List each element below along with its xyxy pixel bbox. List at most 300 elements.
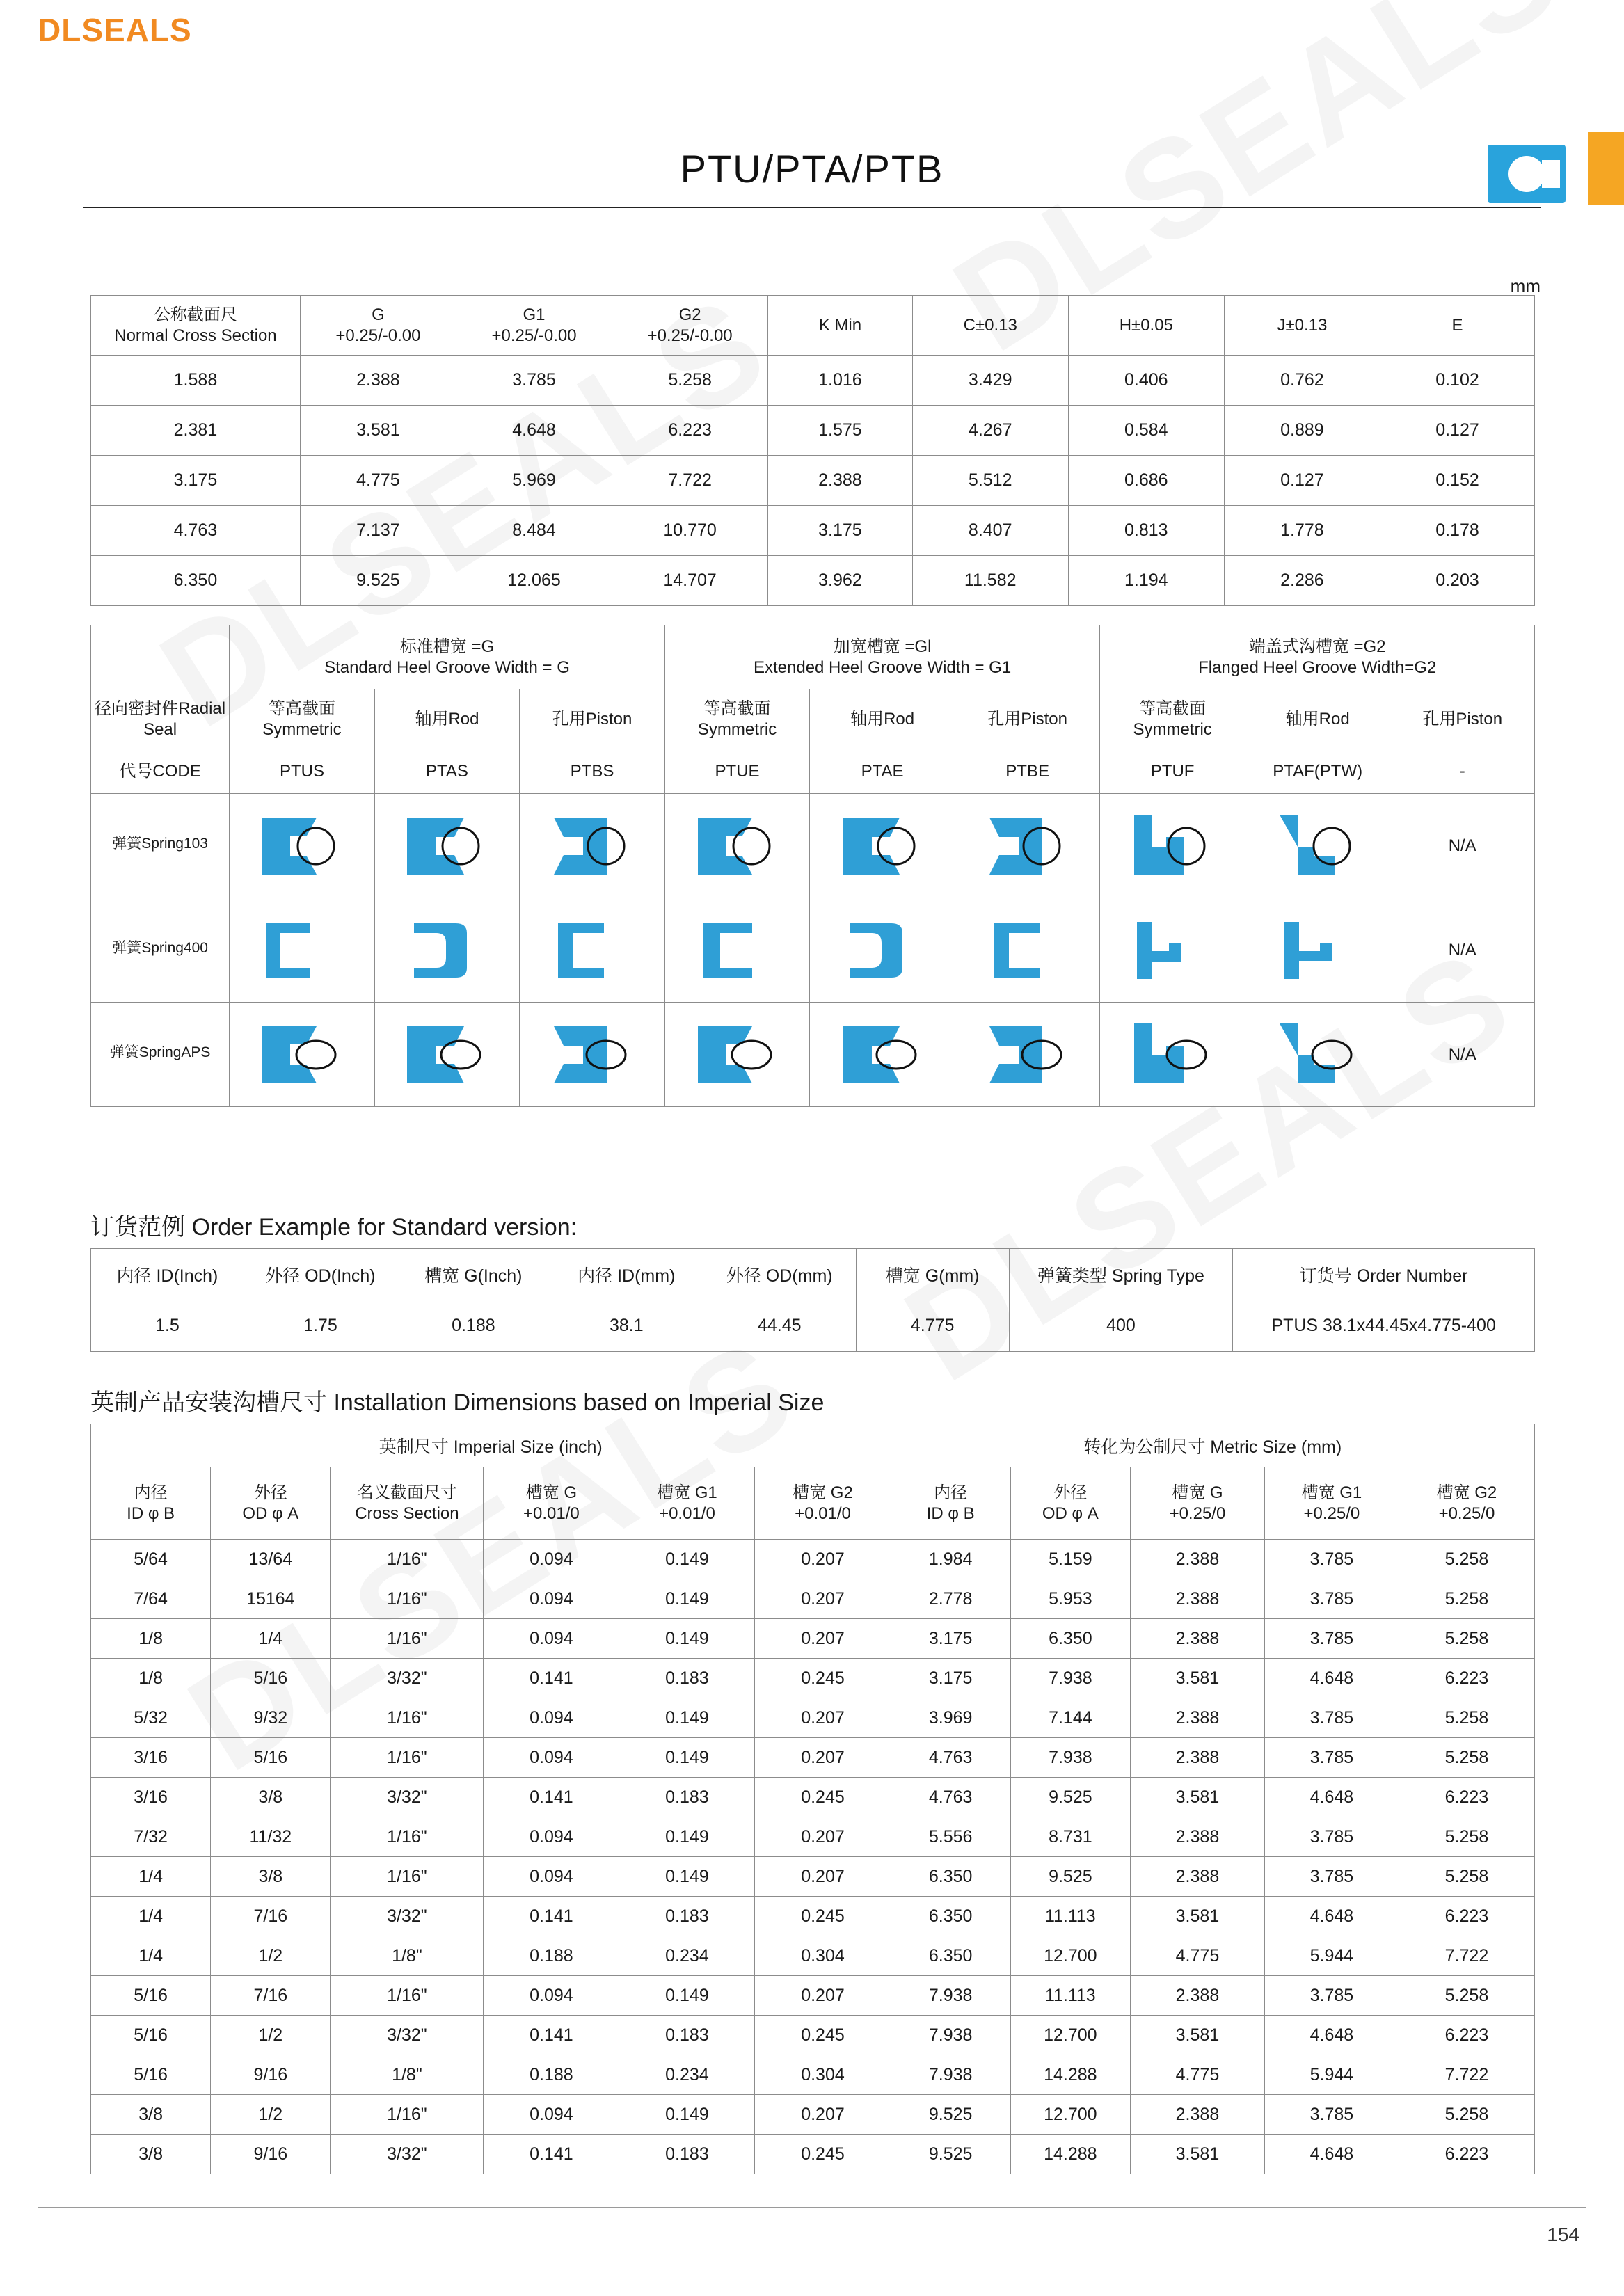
table-cell: 11.582 xyxy=(912,556,1068,606)
table-cell: 0.149 xyxy=(619,1817,755,1857)
table-cell: 3.785 xyxy=(1264,1817,1399,1857)
column-header: 轴用Rod xyxy=(374,689,520,749)
table-cell: 2.388 xyxy=(1130,1579,1264,1619)
table-cell: 3/32" xyxy=(331,2016,484,2055)
table-cell: 1/16" xyxy=(331,1976,484,2016)
table-cell: 0.178 xyxy=(1380,506,1534,556)
table-cell: 5.953 xyxy=(1010,1579,1130,1619)
product-code: PTUS xyxy=(230,749,375,794)
table-cell: 5.258 xyxy=(1399,1976,1534,2016)
column-header: 槽宽 G1 +0.25/0 xyxy=(1264,1467,1399,1540)
table-cell: 3.785 xyxy=(1264,1738,1399,1778)
product-code: PTBS xyxy=(520,749,665,794)
column-header: 订货号 Order Number xyxy=(1233,1249,1535,1300)
table-row xyxy=(91,1857,1535,1897)
imperial-table-wrapper xyxy=(90,1424,1535,2174)
column-header: 槽宽 G +0.25/0 xyxy=(1130,1467,1264,1540)
table-row xyxy=(91,794,1535,898)
table-cell: 0.207 xyxy=(755,1976,891,2016)
seal-profile-cell xyxy=(520,1003,665,1107)
table-cell: 0.188 xyxy=(484,1936,619,1976)
table-cell: 1.575 xyxy=(768,406,913,456)
column-header: 槽宽 G(mm) xyxy=(856,1249,1009,1300)
seal-profile-cell xyxy=(230,1003,375,1107)
table-cell: 5.944 xyxy=(1264,2055,1399,2095)
table-cell: 7.938 xyxy=(891,2055,1010,2095)
table-row xyxy=(91,1619,1535,1659)
table-cell: 3.785 xyxy=(1264,1540,1399,1579)
order-example-table-wrapper xyxy=(90,1248,1535,1352)
table-cell: 0.245 xyxy=(755,2016,891,2055)
table-cell: 14.707 xyxy=(612,556,768,606)
column-header: 槽宽 G +0.01/0 xyxy=(484,1467,619,1540)
table-header-row xyxy=(91,625,1535,689)
table-cell: 4.763 xyxy=(891,1738,1010,1778)
table-cell: 0.245 xyxy=(755,1897,891,1936)
table-cell: 6.223 xyxy=(612,406,768,456)
table-row xyxy=(91,1897,1535,1936)
table-row xyxy=(91,2135,1535,2174)
table-cell: 0.149 xyxy=(619,1619,755,1659)
table-cell: 44.45 xyxy=(703,1300,856,1352)
cross-section-table-wrapper xyxy=(90,295,1535,606)
seal-profile-cell xyxy=(955,1003,1100,1107)
table-cell: 3/32" xyxy=(331,1778,484,1817)
table-cell: 4.775 xyxy=(1130,1936,1264,1976)
column-header: 孔用Piston xyxy=(1390,689,1535,749)
table-cell: 2.388 xyxy=(1130,1738,1264,1778)
seal-profile-cell xyxy=(955,898,1100,1003)
table-cell: 8.407 xyxy=(912,506,1068,556)
table-cell: 5/16 xyxy=(91,1976,211,2016)
table-cell: 1/8" xyxy=(331,2055,484,2095)
imperial-table-title: 英制产品安装沟槽尺寸 Installation Dimensions based on Imperial Size xyxy=(90,1389,825,1416)
group-header: 端盖式沟槽宽 =G2 Flanged Heel Groove Width=G2 xyxy=(1100,625,1535,689)
table-cell: 0.149 xyxy=(619,1857,755,1897)
column-header: 孔用Piston xyxy=(520,689,665,749)
group-header: 加宽槽宽 =Gl Extended Heel Groove Width = G1 xyxy=(664,625,1100,689)
table-cell: 3.175 xyxy=(768,506,913,556)
table-cell: 3.581 xyxy=(1130,1897,1264,1936)
table-cell: 2.381 xyxy=(91,406,301,456)
seal-ring-shape xyxy=(1508,156,1545,192)
table-cell: 1/8" xyxy=(331,1936,484,1976)
table-row xyxy=(91,1817,1535,1857)
table-cell: 6.350 xyxy=(891,1897,1010,1936)
table-cell: 7.144 xyxy=(1010,1698,1130,1738)
product-code: PTAE xyxy=(810,749,955,794)
column-header: 槽宽 G(Inch) xyxy=(397,1249,550,1300)
table-cell: 7.938 xyxy=(891,2016,1010,2055)
title-block xyxy=(83,146,1541,208)
table-cell: 5.258 xyxy=(1399,1540,1534,1579)
table-cell: 6.350 xyxy=(891,1936,1010,1976)
table-row xyxy=(91,898,1535,1003)
footer-divider xyxy=(38,2207,1586,2208)
column-header: 外径 OD φ A xyxy=(1010,1467,1130,1540)
table-cell: 4.648 xyxy=(1264,2016,1399,2055)
table-cell: 0.141 xyxy=(484,1897,619,1936)
table-header-row xyxy=(91,1249,1535,1300)
seal-type-matrix-wrapper xyxy=(90,625,1535,1107)
seal-profile-cell xyxy=(374,794,520,898)
table-cell: 0.207 xyxy=(755,1817,891,1857)
seal-profile-cell xyxy=(955,794,1100,898)
table-cell: 0.094 xyxy=(484,1857,619,1897)
table-header-row xyxy=(91,296,1535,356)
table-header-row xyxy=(91,689,1535,749)
table-cell: 0.207 xyxy=(755,1857,891,1897)
group-header: 转化为公制尺寸 Metric Size (mm) xyxy=(891,1424,1534,1467)
title-divider xyxy=(83,207,1541,208)
table-cell: 3.785 xyxy=(1264,2095,1399,2135)
table-cell: 1/16" xyxy=(331,1738,484,1778)
table-row xyxy=(91,2095,1535,2135)
not-available-cell: N/A xyxy=(1390,898,1535,1003)
table-cell: 2.388 xyxy=(1130,2095,1264,2135)
table-cell: 1/16" xyxy=(331,2095,484,2135)
table-cell: 1/4 xyxy=(211,1619,331,1659)
column-header: 槽宽 G2 +0.01/0 xyxy=(755,1467,891,1540)
table-cell: 5.258 xyxy=(1399,1857,1534,1897)
page-number: 154 xyxy=(1547,2224,1579,2245)
table-cell: 9/16 xyxy=(211,2055,331,2095)
table-cell: 0.234 xyxy=(619,1936,755,1976)
brand-logo: DLSEALS xyxy=(38,12,192,48)
column-header: 弹簧类型 Spring Type xyxy=(1009,1249,1233,1300)
table-cell: 3.785 xyxy=(1264,1579,1399,1619)
table-cell: 5.258 xyxy=(1399,1817,1534,1857)
table-cell: 0.094 xyxy=(484,1738,619,1778)
table-cell: 0.207 xyxy=(755,1619,891,1659)
table-cell: 0.183 xyxy=(619,2016,755,2055)
table-cell: 6.350 xyxy=(91,556,301,606)
product-code: - xyxy=(1390,749,1535,794)
table-cell: 6.223 xyxy=(1399,1897,1534,1936)
spring-type-cell: 弹簧Spring103 xyxy=(91,794,230,898)
column-header: 等高截面Symmetric xyxy=(230,689,375,749)
table-cell: 12.700 xyxy=(1010,1936,1130,1976)
table-row xyxy=(91,1300,1535,1352)
table-cell: 12.700 xyxy=(1010,2016,1130,2055)
table-cell: 1/16" xyxy=(331,1619,484,1659)
table-cell: 0.207 xyxy=(755,1579,891,1619)
spring-type-cell: 弹簧SpringAPS xyxy=(91,1003,230,1107)
table-cell: 5.556 xyxy=(891,1817,1010,1857)
table-row xyxy=(91,2016,1535,2055)
table-cell: 0.149 xyxy=(619,1738,755,1778)
column-header: 等高截面Symmetric xyxy=(1100,689,1245,749)
table-cell: 0.149 xyxy=(619,1579,755,1619)
table-cell: 9.525 xyxy=(1010,1778,1130,1817)
table-cell: 0.188 xyxy=(484,2055,619,2095)
table-cell: 0.245 xyxy=(755,1778,891,1817)
table-row xyxy=(91,1778,1535,1817)
table-cell: 3.581 xyxy=(1130,2135,1264,2174)
table-cell: 2.388 xyxy=(1130,1817,1264,1857)
table-cell: 2.388 xyxy=(1130,1698,1264,1738)
table-cell: 2.778 xyxy=(891,1579,1010,1619)
column-header: 内径 ID φ B xyxy=(891,1467,1010,1540)
table-cell: 0.889 xyxy=(1224,406,1380,456)
seal-profile-cell xyxy=(1100,898,1245,1003)
table-cell: 5.258 xyxy=(1399,1738,1534,1778)
table-cell: 5/64 xyxy=(91,1540,211,1579)
table-row xyxy=(91,2055,1535,2095)
table-cell: 1/8 xyxy=(91,1619,211,1659)
column-header: 名义截面尺寸 Cross Section xyxy=(331,1467,484,1540)
product-code: PTUE xyxy=(664,749,810,794)
table-cell: 6.223 xyxy=(1399,1659,1534,1698)
table-cell: 1/2 xyxy=(211,2016,331,2055)
seal-profile-cell xyxy=(374,1003,520,1107)
column-header: G +0.25/-0.00 xyxy=(300,296,456,356)
table-cell: 4.763 xyxy=(91,506,301,556)
seal-profile-cell xyxy=(520,794,665,898)
table-cell: 9.525 xyxy=(891,2135,1010,2174)
table-row xyxy=(91,406,1535,456)
table-cell: 4.648 xyxy=(1264,1897,1399,1936)
column-header: G1 +0.25/-0.00 xyxy=(456,296,612,356)
table-cell: 3.785 xyxy=(1264,1619,1399,1659)
column-header: C±0.13 xyxy=(912,296,1068,356)
column-header: H±0.05 xyxy=(1068,296,1224,356)
table-cell: 0.183 xyxy=(619,2135,755,2174)
table-header-row xyxy=(91,1467,1535,1540)
table-cell: 0.152 xyxy=(1380,456,1534,506)
table-cell: 9/16 xyxy=(211,2135,331,2174)
table-row xyxy=(91,1579,1535,1619)
seal-profile-cell xyxy=(1245,794,1390,898)
table-cell: 10.770 xyxy=(612,506,768,556)
table-cell: 3/16 xyxy=(91,1778,211,1817)
table-cell: 4.648 xyxy=(1264,1778,1399,1817)
table-cell: 0.304 xyxy=(755,1936,891,1976)
table-cell: 4.775 xyxy=(856,1300,1009,1352)
table-row xyxy=(91,1540,1535,1579)
column-header: 槽宽 G1 +0.01/0 xyxy=(619,1467,755,1540)
table-cell: 3.175 xyxy=(91,456,301,506)
table-cell: 6.350 xyxy=(891,1857,1010,1897)
seal-profile-cell xyxy=(520,898,665,1003)
column-header: 内径 ID(mm) xyxy=(550,1249,703,1300)
table-cell: 1.5 xyxy=(91,1300,244,1352)
table-cell: 5.512 xyxy=(912,456,1068,506)
column-header: 内径 ID(Inch) xyxy=(91,1249,244,1300)
code-header: 代号CODE xyxy=(91,749,230,794)
table-cell: 0.149 xyxy=(619,1540,755,1579)
table-cell: 5.159 xyxy=(1010,1540,1130,1579)
table-cell: 7/64 xyxy=(91,1579,211,1619)
table-cell: 1/2 xyxy=(211,1936,331,1976)
table-cell: 38.1 xyxy=(550,1300,703,1352)
seal-profile-icon xyxy=(1488,145,1566,203)
table-cell: 0.141 xyxy=(484,2016,619,2055)
table-cell: 0.094 xyxy=(484,1976,619,2016)
table-row xyxy=(91,1976,1535,2016)
column-header: K Min xyxy=(768,296,913,356)
table-cell: 3/8 xyxy=(91,2135,211,2174)
column-header: 等高截面Symmetric xyxy=(664,689,810,749)
table-cell: 5.944 xyxy=(1264,1936,1399,1976)
table-cell: 1.194 xyxy=(1068,556,1224,606)
table-cell: 5.258 xyxy=(1399,2095,1534,2135)
table-cell: 9.525 xyxy=(891,2095,1010,2135)
seal-profile-cell xyxy=(374,898,520,1003)
table-row xyxy=(91,356,1535,406)
column-header: 轴用Rod xyxy=(810,689,955,749)
table-cell: 0.149 xyxy=(619,1976,755,2016)
table-cell: 1.778 xyxy=(1224,506,1380,556)
column-header: J±0.13 xyxy=(1224,296,1380,356)
table-cell: 6.223 xyxy=(1399,2135,1534,2174)
table-cell: 6.223 xyxy=(1399,2016,1534,2055)
table-row xyxy=(91,1659,1535,1698)
table-cell: 8.484 xyxy=(456,506,612,556)
table-cell: 5.258 xyxy=(1399,1698,1534,1738)
product-code: PTAS xyxy=(374,749,520,794)
table-cell: 0.094 xyxy=(484,1619,619,1659)
table-cell: 3/8 xyxy=(91,2095,211,2135)
table-cell: 4.775 xyxy=(300,456,456,506)
table-cell: 15164 xyxy=(211,1579,331,1619)
table-cell: 5.258 xyxy=(612,356,768,406)
page-title: PTU/PTA/PTB xyxy=(680,147,944,191)
table-cell: 3/32" xyxy=(331,1659,484,1698)
table-cell: 3.581 xyxy=(1130,2016,1264,2055)
order-example-table xyxy=(90,1248,1535,1352)
table-cell: 7/16 xyxy=(211,1897,331,1936)
table-cell: 9/32 xyxy=(211,1698,331,1738)
table-cell: 0.188 xyxy=(397,1300,550,1352)
table-cell: 7/32 xyxy=(91,1817,211,1857)
table-cell: 2.388 xyxy=(768,456,913,506)
group-header: 英制尺寸 Imperial Size (inch) xyxy=(91,1424,891,1467)
table-cell: 2.388 xyxy=(1130,1857,1264,1897)
radial-seal-header: 径向密封件Radial Seal xyxy=(91,689,230,749)
table-cell: 9.525 xyxy=(1010,1857,1130,1897)
column-header: G2 +0.25/-0.00 xyxy=(612,296,768,356)
table-row xyxy=(91,1003,1535,1107)
table-cell: 2.286 xyxy=(1224,556,1380,606)
table-cell: PTUS 38.1x44.45x4.775-400 xyxy=(1233,1300,1535,1352)
table-cell: 0.094 xyxy=(484,2095,619,2135)
table-cell: 5/16 xyxy=(91,2016,211,2055)
table-cell: 7.938 xyxy=(1010,1738,1130,1778)
not-available-cell: N/A xyxy=(1390,794,1535,898)
table-cell: 0.094 xyxy=(484,1540,619,1579)
table-cell: 3/8 xyxy=(211,1857,331,1897)
table-cell: 0.183 xyxy=(619,1778,755,1817)
table-row xyxy=(91,1936,1535,1976)
column-header: 轴用Rod xyxy=(1245,689,1390,749)
table-cell: 0.127 xyxy=(1224,456,1380,506)
code-row xyxy=(91,749,1535,794)
table-cell: 3.785 xyxy=(1264,1857,1399,1897)
table-cell: 0.149 xyxy=(619,2095,755,2135)
table-cell: 0.304 xyxy=(755,2055,891,2095)
seal-profile-cell xyxy=(1100,794,1245,898)
seal-profile-cell xyxy=(810,898,955,1003)
table-cell: 7.137 xyxy=(300,506,456,556)
table-cell: 8.731 xyxy=(1010,1817,1130,1857)
table-row xyxy=(91,506,1535,556)
table-cell: 3.581 xyxy=(1130,1778,1264,1817)
unit-label: mm xyxy=(1510,276,1541,296)
table-cell: 7/16 xyxy=(211,1976,331,2016)
column-header: E xyxy=(1380,296,1534,356)
table-cell: 0.127 xyxy=(1380,406,1534,456)
seal-type-matrix xyxy=(90,625,1535,1107)
table-cell: 1.588 xyxy=(91,356,301,406)
column-header: 内径 ID φ B xyxy=(91,1467,211,1540)
column-header: 外径 OD φ A xyxy=(211,1467,331,1540)
seal-notch-shape xyxy=(1542,160,1560,188)
product-code: PTBE xyxy=(955,749,1100,794)
column-header: 孔用Piston xyxy=(955,689,1100,749)
table-cell: 0.207 xyxy=(755,1540,891,1579)
table-cell: 0.234 xyxy=(619,2055,755,2095)
table-cell: 1.75 xyxy=(244,1300,397,1352)
spring-type-cell: 弹簧Spring400 xyxy=(91,898,230,1003)
table-cell: 1/2 xyxy=(211,2095,331,2135)
table-cell: 1/16" xyxy=(331,1817,484,1857)
table-cell: 7.938 xyxy=(891,1976,1010,2016)
empty-corner-cell xyxy=(91,625,230,689)
table-cell: 1.016 xyxy=(768,356,913,406)
table-cell: 0.584 xyxy=(1068,406,1224,456)
table-cell: 2.388 xyxy=(1130,1619,1264,1659)
table-cell: 11/32 xyxy=(211,1817,331,1857)
table-cell: 4.648 xyxy=(456,406,612,456)
column-header: 槽宽 G2 +0.25/0 xyxy=(1399,1467,1534,1540)
table-cell: 1/8 xyxy=(91,1659,211,1698)
seal-profile-cell xyxy=(664,1003,810,1107)
table-cell: 1/16" xyxy=(331,1540,484,1579)
table-cell: 2.388 xyxy=(300,356,456,406)
table-cell: 5.258 xyxy=(1399,1579,1534,1619)
table-cell: 0.813 xyxy=(1068,506,1224,556)
table-cell: 0.207 xyxy=(755,1738,891,1778)
table-cell: 6.350 xyxy=(1010,1619,1130,1659)
table-cell: 3/8 xyxy=(211,1778,331,1817)
table-cell: 0.183 xyxy=(619,1659,755,1698)
table-row xyxy=(91,1698,1535,1738)
table-cell: 11.113 xyxy=(1010,1897,1130,1936)
order-example-title: 订货范例 Order Example for Standard version: xyxy=(90,1214,578,1241)
seal-profile-cell xyxy=(810,1003,955,1107)
table-cell: 2.388 xyxy=(1130,1976,1264,2016)
table-cell: 0.141 xyxy=(484,1778,619,1817)
table-cell: 3.429 xyxy=(912,356,1068,406)
table-cell: 0.094 xyxy=(484,1817,619,1857)
table-cell: 0.102 xyxy=(1380,356,1534,406)
table-cell: 0.183 xyxy=(619,1897,755,1936)
product-code: PTUF xyxy=(1100,749,1245,794)
table-cell: 0.207 xyxy=(755,1698,891,1738)
table-cell: 2.388 xyxy=(1130,1540,1264,1579)
table-cell: 4.648 xyxy=(1264,2135,1399,2174)
cross-section-table xyxy=(90,295,1535,606)
table-row xyxy=(91,456,1535,506)
table-cell: 1/4 xyxy=(91,1857,211,1897)
table-row xyxy=(91,1738,1535,1778)
imperial-dimensions-table xyxy=(90,1424,1535,2174)
seal-profile-cell xyxy=(664,794,810,898)
table-cell: 7.722 xyxy=(612,456,768,506)
seal-profile-cell xyxy=(664,898,810,1003)
table-cell: 3.785 xyxy=(1264,1698,1399,1738)
